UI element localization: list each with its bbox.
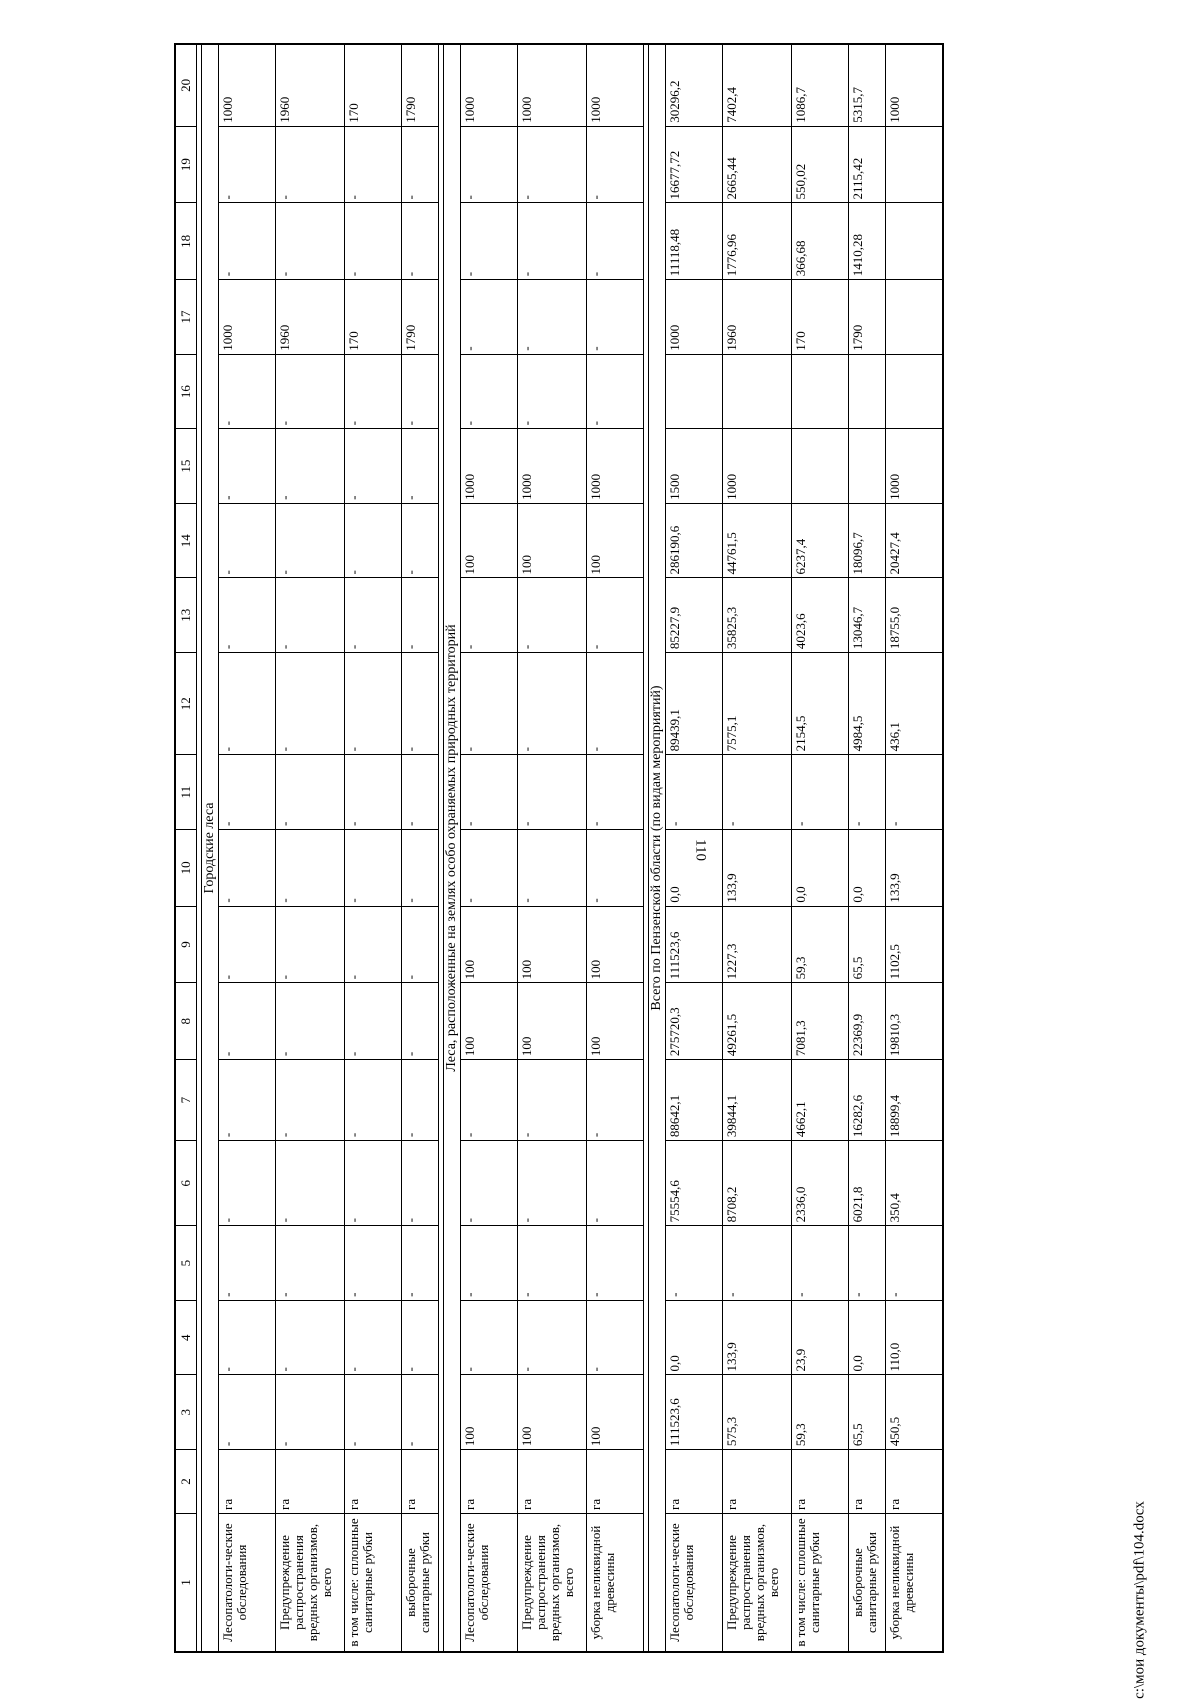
table-cell: - (518, 280, 587, 355)
table-cell: - (276, 503, 345, 578)
table-cell: 4662,1 (792, 1060, 849, 1141)
table-cell: 88642,1 (666, 1060, 723, 1141)
table-cell: 110,0 (886, 1300, 944, 1375)
table-cell: 5315,7 (849, 44, 886, 126)
table-cell: - (461, 1226, 518, 1301)
column-number-cell: 16 (175, 354, 197, 429)
table-cell: - (345, 829, 402, 906)
table-cell: 550,02 (792, 126, 849, 203)
column-number-cell: 13 (175, 578, 197, 653)
table-cell: - (276, 829, 345, 906)
table-cell: - (587, 1300, 644, 1375)
table-cell: 170 (792, 280, 849, 355)
table-cell: - (345, 1300, 402, 1375)
table-cell: 1000 (219, 280, 276, 355)
table-cell: га (849, 1450, 886, 1514)
table-cell: - (587, 126, 644, 203)
table-cell: 100 (461, 983, 518, 1060)
table-cell: га (666, 1450, 723, 1514)
table-cell: 1000 (587, 44, 644, 126)
table-cell: 1000 (219, 44, 276, 126)
table-cell: 6237,4 (792, 503, 849, 578)
table-cell: га (219, 1450, 276, 1514)
table-cell: - (886, 1226, 944, 1301)
table-cell: 22369,9 (849, 983, 886, 1060)
table-cell: - (219, 354, 276, 429)
table-cell: - (345, 429, 402, 504)
table-cell: 275720,3 (666, 983, 723, 1060)
table-row (886, 44, 944, 1652)
table-cell: - (219, 503, 276, 578)
table-cell: 0,0 (792, 829, 849, 906)
table-cell: 111523,6 (666, 1375, 723, 1450)
table-cell: - (276, 755, 345, 830)
table-cell: - (518, 1141, 587, 1226)
table-cell: 0,0 (849, 829, 886, 906)
table-cell: 100 (518, 1375, 587, 1450)
table-cell: - (276, 1300, 345, 1375)
table-cell: - (345, 1226, 402, 1301)
table-cell (792, 429, 849, 504)
table-cell: - (276, 1060, 345, 1141)
table-cell: 1000 (461, 429, 518, 504)
table-cell: - (402, 203, 439, 280)
table-cell: - (587, 653, 644, 755)
table-cell: - (849, 755, 886, 830)
table-cell: 11118,48 (666, 203, 723, 280)
table-cell: - (461, 1300, 518, 1375)
table-cell: 59,3 (792, 1375, 849, 1450)
table-cell: 44761,5 (723, 503, 792, 578)
table-cell: 1227,3 (723, 906, 792, 983)
table-cell: - (518, 653, 587, 755)
column-number-cell: 6 (175, 1141, 197, 1226)
column-number-cell: 3 (175, 1375, 197, 1450)
table-cell: 1086,7 (792, 44, 849, 126)
row-label: Лесопатологи-ческие обследования (461, 1513, 518, 1652)
table-cell: га (461, 1450, 518, 1514)
table-row (461, 44, 518, 1652)
table-cell: - (219, 1226, 276, 1301)
table-cell: - (276, 126, 345, 203)
section-title-row (202, 44, 219, 1652)
row-label: Предупреждение распространения вредных организмов, всего (276, 1513, 345, 1652)
table-cell: - (587, 755, 644, 830)
row-label: Предупреждение распространения вредных организмов, всего (518, 1513, 587, 1652)
table-cell: - (518, 1060, 587, 1141)
table-cell: - (587, 280, 644, 355)
column-number-header (175, 44, 197, 1652)
table-cell: га (345, 1450, 402, 1514)
table-cell: га (723, 1450, 792, 1514)
table-row (723, 44, 792, 1652)
column-number-cell: 20 (175, 44, 197, 126)
section-title: Леса, расположенные на землях особо охраняемых природных территорий (444, 44, 461, 1652)
table-cell: га (402, 1450, 439, 1514)
table-cell: - (276, 1141, 345, 1226)
table-cell: 1000 (886, 44, 944, 126)
table-cell (886, 203, 944, 280)
table-cell: - (345, 1060, 402, 1141)
table-cell: 2154,5 (792, 653, 849, 755)
table-cell: 1790 (402, 44, 439, 126)
table-cell: 450,5 (886, 1375, 944, 1450)
table-cell: - (219, 1300, 276, 1375)
table-row (849, 44, 886, 1652)
table-row (276, 44, 345, 1652)
table-cell: - (792, 1226, 849, 1301)
table-cell: - (276, 354, 345, 429)
table-cell: - (219, 578, 276, 653)
table-cell: 100 (518, 503, 587, 578)
table-cell: - (345, 906, 402, 983)
table-cell: 2115,42 (849, 126, 886, 203)
table-cell: - (587, 829, 644, 906)
table-cell: 8708,2 (723, 1141, 792, 1226)
table-cell: - (276, 983, 345, 1060)
table-cell: - (402, 503, 439, 578)
table-cell: га (518, 1450, 587, 1514)
section-title-row (649, 44, 666, 1652)
table-cell (849, 429, 886, 504)
table-cell: - (402, 1375, 439, 1450)
table-body (175, 44, 943, 1652)
table-row (219, 44, 276, 1652)
table-cell: га (792, 1450, 849, 1514)
table-cell: - (219, 906, 276, 983)
table-cell (886, 126, 944, 203)
table-cell: - (461, 1141, 518, 1226)
table-cell: га (886, 1450, 944, 1514)
table-cell: 436,1 (886, 653, 944, 755)
table-cell: 1000 (723, 429, 792, 504)
table-cell: 18899,4 (886, 1060, 944, 1141)
table-cell: - (345, 1375, 402, 1450)
table-cell: га (276, 1450, 345, 1514)
table-cell: - (219, 1375, 276, 1450)
table-cell: 133,9 (886, 829, 944, 906)
table-row (792, 44, 849, 1652)
table-cell (792, 354, 849, 429)
table-cell: - (219, 203, 276, 280)
table-cell: - (587, 1060, 644, 1141)
table-cell: - (402, 906, 439, 983)
table-cell: 111523,6 (666, 906, 723, 983)
table-cell: - (276, 578, 345, 653)
table-row (402, 44, 439, 1652)
column-number-cell: 8 (175, 983, 197, 1060)
table-cell: 39844,1 (723, 1060, 792, 1141)
table-cell: 0,0 (666, 829, 723, 906)
table-cell: - (587, 203, 644, 280)
table-cell: - (886, 755, 944, 830)
table-cell: 65,5 (849, 906, 886, 983)
table-cell (723, 354, 792, 429)
table-cell: 1776,96 (723, 203, 792, 280)
table-cell: 7575,1 (723, 653, 792, 755)
table-cell: 6021,8 (849, 1141, 886, 1226)
table-cell: - (345, 503, 402, 578)
table-cell: - (587, 578, 644, 653)
table-cell (886, 280, 944, 355)
table-cell: 100 (518, 983, 587, 1060)
table-cell: га (587, 1450, 644, 1514)
table-cell: 0,0 (849, 1300, 886, 1375)
table-cell: - (518, 354, 587, 429)
table-cell: 366,68 (792, 203, 849, 280)
table-cell: - (276, 1375, 345, 1450)
table-cell: - (276, 203, 345, 280)
table-cell: 16677,72 (666, 126, 723, 203)
table-cell: 100 (587, 983, 644, 1060)
table-cell: - (461, 829, 518, 906)
table-cell: - (402, 1300, 439, 1375)
table-cell: 18755,0 (886, 578, 944, 653)
table-cell: 1000 (518, 44, 587, 126)
table-cell: 1960 (276, 44, 345, 126)
table-cell: - (402, 429, 439, 504)
table-cell: 1790 (849, 280, 886, 355)
table-cell: 133,9 (723, 1300, 792, 1375)
table-cell: - (461, 578, 518, 653)
table-cell: - (219, 429, 276, 504)
table-cell: 13046,7 (849, 578, 886, 653)
column-number-cell: 1 (175, 1513, 197, 1652)
row-label: Предупреждение распространения вредных организмов, всего (723, 1513, 792, 1652)
table-cell: - (345, 354, 402, 429)
table-cell: - (723, 1226, 792, 1301)
table-row (345, 44, 402, 1652)
column-number-cell: 12 (175, 653, 197, 755)
table-cell: - (345, 203, 402, 280)
table-cell: - (402, 578, 439, 653)
table-cell: - (345, 126, 402, 203)
table-cell: - (587, 1226, 644, 1301)
table-cell: 133,9 (723, 829, 792, 906)
table-cell: 89439,1 (666, 653, 723, 755)
table-cell: 286190,6 (666, 503, 723, 578)
table-cell: - (276, 653, 345, 755)
table-cell: 2336,0 (792, 1141, 849, 1226)
footer-file-path: c:\мои документы\pdf\104.docx (1131, 1501, 1148, 1699)
table-cell: 20427,4 (886, 503, 944, 578)
table-cell: - (461, 354, 518, 429)
table-cell: - (461, 280, 518, 355)
table-cell: 85227,9 (666, 578, 723, 653)
column-number-cell: 4 (175, 1300, 197, 1375)
row-label: уборка неликвидной древесины (587, 1513, 644, 1652)
table-cell: - (666, 755, 723, 830)
table-cell: 7081,3 (792, 983, 849, 1060)
rotated-table-container (174, 43, 954, 1653)
table-row (666, 44, 723, 1652)
row-label: Лесопатологи-ческие обследования (219, 1513, 276, 1652)
table-cell: - (345, 1141, 402, 1226)
table-cell: 2665,44 (723, 126, 792, 203)
column-number-cell: 2 (175, 1450, 197, 1514)
table-cell: 16282,6 (849, 1060, 886, 1141)
row-label: в том числе: сплошные санитарные рубки (792, 1513, 849, 1652)
table-cell: - (345, 578, 402, 653)
table-cell: 65,5 (849, 1375, 886, 1450)
table-cell: 100 (461, 503, 518, 578)
table-cell: 100 (461, 1375, 518, 1450)
table-cell: - (461, 1060, 518, 1141)
table-cell: - (723, 755, 792, 830)
table-cell: 100 (587, 503, 644, 578)
table-cell: 100 (518, 906, 587, 983)
table-cell: 49261,5 (723, 983, 792, 1060)
column-number-cell: 7 (175, 1060, 197, 1141)
table-cell: 100 (461, 906, 518, 983)
table-cell: - (518, 126, 587, 203)
table-cell: - (461, 755, 518, 830)
table-cell: - (666, 1226, 723, 1301)
table-cell: - (518, 1300, 587, 1375)
column-number-cell: 5 (175, 1226, 197, 1301)
table-cell: 19810,3 (886, 983, 944, 1060)
column-number-cell: 10 (175, 829, 197, 906)
table-cell: - (219, 126, 276, 203)
table-cell: - (345, 653, 402, 755)
section-title: Городские леса (202, 44, 219, 1652)
table-cell: 1000 (518, 429, 587, 504)
table-cell: - (345, 755, 402, 830)
table-cell: - (402, 653, 439, 755)
table-cell: 170 (345, 280, 402, 355)
row-label: уборка неликвидной древесины (886, 1513, 944, 1652)
table-cell: 0,0 (666, 1300, 723, 1375)
table-cell: 1960 (276, 280, 345, 355)
table-cell: 35825,3 (723, 578, 792, 653)
table-cell: - (518, 829, 587, 906)
table-cell: 1410,28 (849, 203, 886, 280)
table-cell: 100 (587, 906, 644, 983)
section-title: Всего по Пензенской области (по видам мероприятий) (649, 44, 666, 1652)
table-cell: 59,3 (792, 906, 849, 983)
table-cell: - (518, 1226, 587, 1301)
table-cell: 1500 (666, 429, 723, 504)
table-cell: 23,9 (792, 1300, 849, 1375)
table-cell: - (587, 354, 644, 429)
table-cell: - (219, 1060, 276, 1141)
table-cell: 30296,2 (666, 44, 723, 126)
table-cell: 575,3 (723, 1375, 792, 1450)
table-row (587, 44, 644, 1652)
table-cell: - (518, 755, 587, 830)
column-number-cell: 18 (175, 203, 197, 280)
table-cell: 1790 (402, 280, 439, 355)
table-cell: 350,4 (886, 1141, 944, 1226)
table-cell: - (402, 126, 439, 203)
page-number: 110 (692, 839, 709, 861)
table-cell: - (402, 1141, 439, 1226)
table-cell: - (219, 1141, 276, 1226)
table-cell (666, 354, 723, 429)
column-number-cell: 14 (175, 503, 197, 578)
row-label: Лесопатологи-ческие обследования (666, 1513, 723, 1652)
row-label: выборочные санитарные рубки (402, 1513, 439, 1652)
table-cell: 1102,5 (886, 906, 944, 983)
table-cell: - (461, 126, 518, 203)
table-cell (886, 354, 944, 429)
table-cell: - (219, 653, 276, 755)
table-cell: - (219, 983, 276, 1060)
table-cell: 4023,6 (792, 578, 849, 653)
table-cell: - (402, 1226, 439, 1301)
table-cell: - (402, 983, 439, 1060)
table-row (518, 44, 587, 1652)
table-cell: 1000 (666, 280, 723, 355)
section-title-row (444, 44, 461, 1652)
table-cell: - (518, 203, 587, 280)
column-number-cell: 19 (175, 126, 197, 203)
column-number-cell: 11 (175, 755, 197, 830)
table-cell: - (276, 429, 345, 504)
table-cell (849, 354, 886, 429)
table-cell: - (518, 578, 587, 653)
table-cell: - (402, 829, 439, 906)
table-cell: - (219, 829, 276, 906)
table-cell: - (402, 755, 439, 830)
table-cell: - (792, 755, 849, 830)
table-cell: - (345, 983, 402, 1060)
table-cell: 170 (345, 44, 402, 126)
table-cell: - (849, 1226, 886, 1301)
table-cell: 1960 (723, 280, 792, 355)
table-cell: 7402,4 (723, 44, 792, 126)
table-cell: - (276, 906, 345, 983)
table-cell: 4984,5 (849, 653, 886, 755)
table-cell: 18096,7 (849, 503, 886, 578)
table-cell: - (402, 1060, 439, 1141)
table-cell: 75554,6 (666, 1141, 723, 1226)
table-cell: 100 (587, 1375, 644, 1450)
table-cell: 1000 (587, 429, 644, 504)
column-number-cell: 15 (175, 429, 197, 504)
table-cell: - (461, 653, 518, 755)
forest-protection-table (174, 43, 944, 1653)
row-label: в том числе: сплошные санитарные рубки (345, 1513, 402, 1652)
column-number-cell: 9 (175, 906, 197, 983)
table-cell: - (276, 1226, 345, 1301)
table-cell: - (219, 755, 276, 830)
table-cell: 1000 (461, 44, 518, 126)
table-cell: - (402, 354, 439, 429)
table-cell: - (461, 203, 518, 280)
row-label: выборочные санитарные рубки (849, 1513, 886, 1652)
table-cell: - (587, 1141, 644, 1226)
table-cell: 1000 (886, 429, 944, 504)
column-number-cell: 17 (175, 280, 197, 355)
